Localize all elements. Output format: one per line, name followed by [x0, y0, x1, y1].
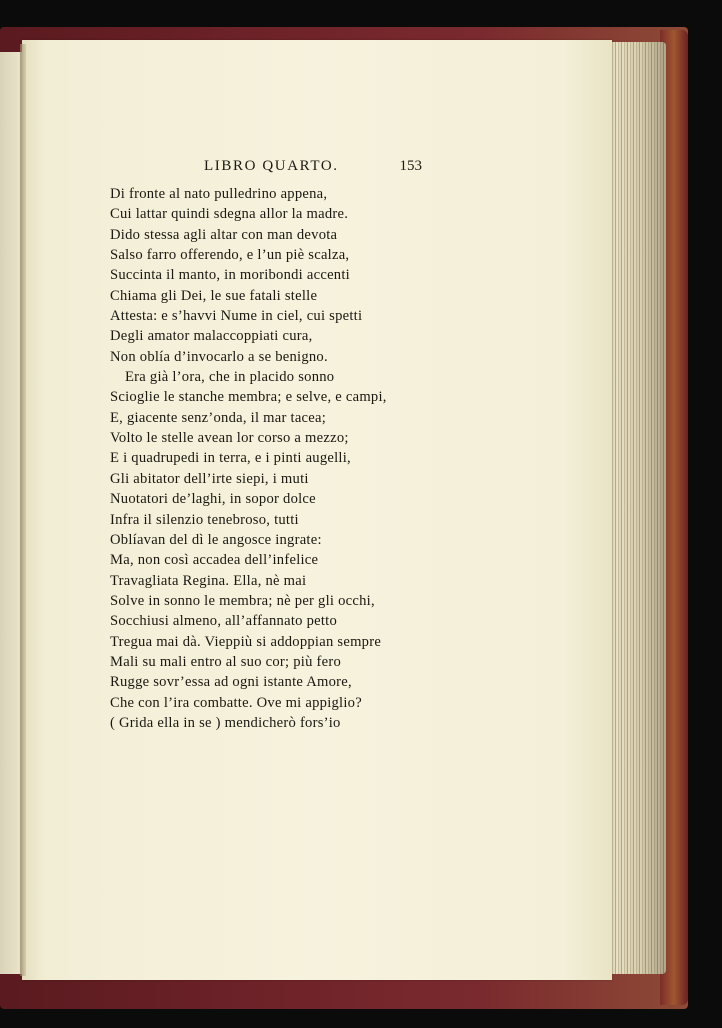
verse-line: Non oblía d’invocarlo a se benigno.	[110, 348, 328, 365]
running-head	[110, 158, 422, 178]
verse-line: Volto le stelle avean lor corso a mezzo;	[110, 430, 349, 447]
page-number: 153	[399, 158, 422, 174]
page-stack-shadow	[604, 42, 666, 974]
verse-line: Solve in sonno le membra; nè per gli occhi,	[110, 592, 375, 609]
verse-line: Tregua mai dà. Vieppiù si addoppian sempre	[110, 633, 382, 650]
verse-line: Attesta: e s’havvi Nume in ciel, cui spetti	[110, 308, 363, 325]
verse-line: Mali su mali entro al suo cor; più fero	[110, 653, 342, 670]
verse-line: Socchiusi almeno, all’affannato petto	[110, 613, 338, 630]
verse-line: Di fronte al nato pulledrino appena,	[110, 186, 328, 202]
verse-line: Era già l’ora, che in placido sonno	[125, 369, 335, 386]
verse-line: E i quadrupedi in terra, e i pinti augelli,	[110, 450, 351, 467]
verse-block	[110, 184, 440, 733]
verse-line: Degli amator malaccoppiati cura,	[110, 328, 313, 345]
verse-line: Rugge sovr’essa ad ogni istante Amore,	[110, 674, 352, 691]
verse-line: Gli abitator dell’irte siepi, i muti	[110, 470, 309, 487]
verse-line: Oblíavan del dì le angosce ingrate:	[110, 531, 322, 548]
verse-line: Scioglie le stanche membra; e selve, e campi,	[110, 389, 387, 406]
verse-line: Infra il silenzio tenebroso, tutti	[110, 511, 299, 528]
verse-line: Chiama gli Dei, le sue fatali stelle	[110, 287, 318, 304]
page-gutter	[20, 44, 26, 976]
verse-line: Succinta il manto, in moribondi accenti	[110, 267, 350, 284]
verse-line: Ma, non così accadea dell’infelice	[110, 552, 319, 569]
verse-line: Dido stessa agli altar con man devota	[110, 226, 338, 243]
verse-line: E, giacente senz’onda, il mar tacea;	[110, 409, 327, 426]
verse-line: Cui lattar quindi sdegna allor la madre.	[110, 206, 349, 223]
verse-line: Nuotatori de’laghi, in sopor dolce	[110, 491, 316, 508]
verse-line: Salso farro offerendo, e l’un piè scalza,	[110, 247, 350, 264]
verse-line: Travagliata Regina. Ella, nè mai	[110, 572, 307, 589]
running-head-title: LIBRO QUARTO.	[204, 158, 339, 174]
verse-line: ( Grida ella in se ) mendicherò fors’io	[110, 714, 341, 731]
verse-line: Che con l’ira combatte. Ove mi appiglio?	[110, 694, 362, 711]
